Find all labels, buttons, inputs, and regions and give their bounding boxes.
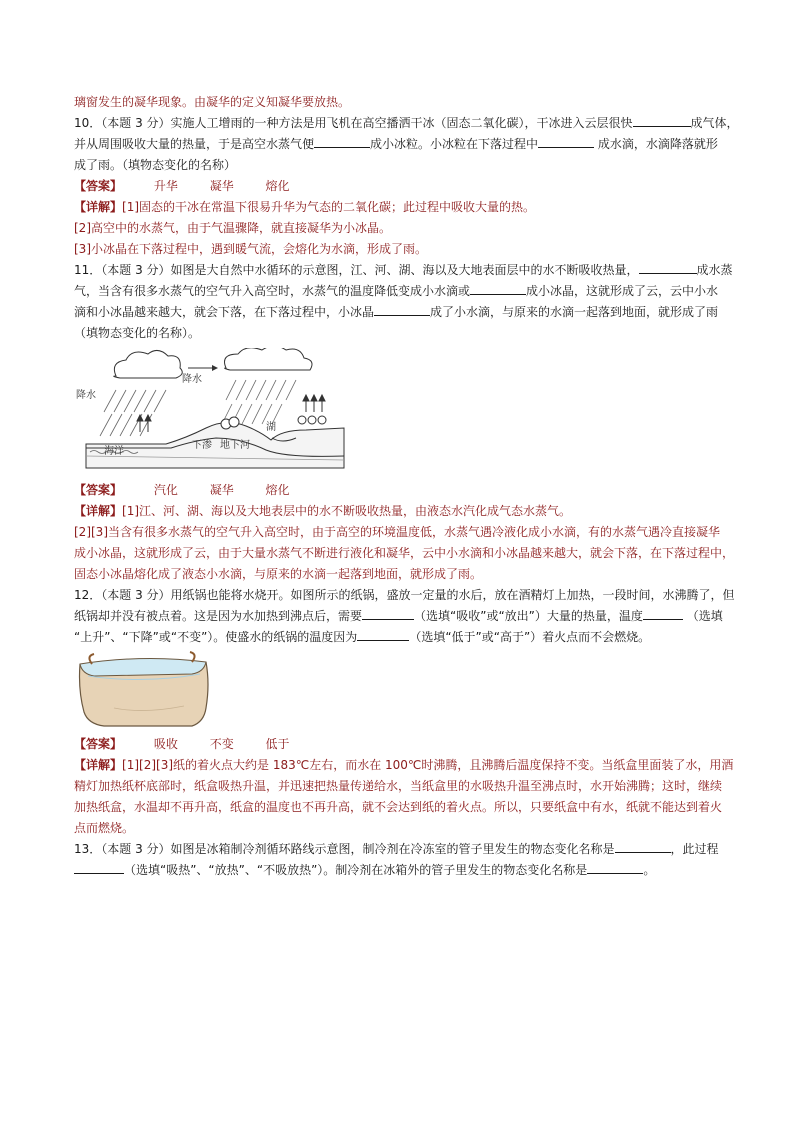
paper-pot-image [74,650,214,732]
answer-blank[interactable] [357,627,409,641]
q10-text: 10．（本题 3 分）实施人工增雨的一种方法是用飞机在高空播洒干冰（固态二氧化碳），干冰进入云层很快 [74,116,633,130]
detail-text: 成小冰晶，这就形成了云，由于大量水蒸气不断进行液化和凝华，云中小水滴和小冰晶越来越大，就会下落，在下落过程中， [74,546,735,560]
detail-text: [1][2][3]纸的着火点大约是 183℃左右，而水在 100℃时沸腾，且沸腾后温度保持不变。当纸盒里面装了水，用酒 [122,758,734,772]
detail-label: 【详解】 [74,758,123,772]
answer-row [74,734,726,755]
document-page [74,92,739,881]
answer-value: 汽化 [153,483,178,497]
q10-text: 成了雨。（填物态变化的名称） [74,158,237,172]
q12-text: （选填“吸收”或“放出”）大量的热量，温度 [414,609,643,623]
q11-text: （填物态变化的名称）。 [74,326,201,340]
answer-value: 熔化 [265,483,290,497]
answer-blank[interactable] [374,302,430,316]
paper-pot-figure [74,648,726,734]
answer-blank[interactable] [643,606,683,620]
answer-value: 不变 [209,737,234,751]
question-10 [74,113,739,260]
answer-blank[interactable] [470,281,526,295]
answer-label: 【答案】 [74,737,123,751]
q10-text: 成小冰粒。小冰粒在下落过程中 [370,137,539,151]
question-11 [74,260,735,585]
answer-row [74,480,726,501]
q11-text: 成小冰晶，这就形成了云，云中小水 [526,284,719,298]
q11-text: 成了小水滴，与原来的水滴一起落到地面，就形成了雨 [430,305,719,319]
q13-text: ，此过程 [670,842,719,856]
q9-tail: 璃窗发生的凝华现象。由凝华的定义知凝华要放热。 [74,95,351,109]
answer-blank[interactable] [615,839,671,853]
answer-blank[interactable] [74,860,124,874]
answer-blank[interactable] [538,134,594,148]
detail-text: 加热纸盒，水温却不再升高，纸盒的温度也不再升高，就不会达到纸的着火点。所以，只要纸盒中有水，纸就不能达到着火 [74,800,723,814]
answer-value: 吸收 [153,737,178,751]
q10-text: 成气体， [690,116,739,130]
q13-text: （选填“吸热”、“放热”、“不吸放热”）。制冷剂在冰箱外的管子里发生的物态变化名称是 [124,863,588,877]
answer-row [74,176,726,197]
detail-text: [2][3]当含有很多水蒸气的空气升入高空时，由于高空的环境温度低，水蒸气遇冷液化成小水滴，有的水蒸气遇冷直接凝华 [74,525,721,539]
detail-text: [2]高空中的水蒸气，由于气温骤降，就直接凝华为小冰晶。 [74,221,392,235]
answer-blank[interactable] [639,260,697,274]
answer-value: 凝华 [209,179,234,193]
q12-text: 纸锅却并没有被点着。这是因为水加热到沸点后，需要 [74,609,363,623]
q12-text: 12．（本题 3 分）用纸锅也能将水烧开。如图所示的纸锅，盛放一定量的水后，放在酒精灯上加热，一段时间，水沸腾了，但 [74,588,735,602]
q11-text: 成水蒸 [696,263,733,277]
q11-text: 11．（本题 3 分）如图是大自然中水循环的示意图，江、河、湖、海以及大地表面层中的水不断吸收热量， [74,263,639,277]
q13-text: 。 [643,863,656,877]
question-13 [74,839,726,881]
detail-text: [1]固态的干冰在常温下很易升华为气态的二氧化碳；此过程中吸收大量的热。 [122,200,536,214]
answer-label: 【答案】 [74,179,123,193]
q13-text: 13．（本题 3 分）如图是冰箱制冷剂循环路线示意图，制冷剂在冷冻室的管子里发生的物态变化名称是 [74,842,615,856]
answer-blank[interactable] [633,113,691,127]
answer-label: 【答案】 [74,483,123,497]
label-rain-right: 降水 [182,374,202,385]
detail-text: [1]江、河、湖、海以及大地表层中的水不断吸收热量，由液态水汽化成气态水蒸气。 [122,504,572,518]
label-groundwater: 地下河 [220,440,250,451]
question-12 [74,585,735,839]
answer-blank[interactable] [314,134,370,148]
label-seep: 下渗 [192,440,212,451]
water-cycle-figure [74,344,726,480]
answer-value: 凝华 [209,483,234,497]
detail-label: 【详解】 [74,504,123,518]
label-lake: 湖 [266,422,276,433]
answer-value: 熔化 [265,179,290,193]
label-rain-left: 降水 [76,390,96,401]
q11-text: 滴和小冰晶越来越大，就会下落，在下落过程中，小冰晶 [74,305,375,319]
label-ocean: 海洋 [104,446,124,457]
q11-text: 气，当含有很多水蒸气的空气升入高空时，水蒸气的温度降低变成小水滴或 [74,284,471,298]
q12-text: （选填“低于”或“高于”）着火点而不会燃烧。 [409,630,651,644]
answer-blank[interactable] [587,860,643,874]
answer-value: 升华 [153,179,178,193]
answer-blank[interactable] [362,606,414,620]
detail-label: 【详解】 [74,200,123,214]
detail-text: 固态小冰晶熔化成了液态小水滴，与原来的水滴一起落到地面，就形成了雨。 [74,567,483,581]
q12-text: （选填 [682,609,723,623]
q12-text: “上升”、“下降”或“不变”）。使盛水的纸锅的温度因为 [74,630,358,644]
q10-text: 成水滴，水滴降落就形 [594,137,718,151]
detail-text: 精灯加热纸杯底部时，纸盒吸热升温，并迅速把热量传递给水，当纸盒里的水吸热升温至沸点时，水开始沸腾；这时，继续 [74,779,723,793]
q10-text: 并从周围吸收大量的热量，于是高空水蒸气便 [74,137,315,151]
answer-value: 低于 [265,737,290,751]
detail-text: [3]小冰晶在下落过程中，遇到暖气流，会熔化为水滴，形成了雨。 [74,242,428,256]
detail-text: 点而燃烧。 [74,821,135,835]
